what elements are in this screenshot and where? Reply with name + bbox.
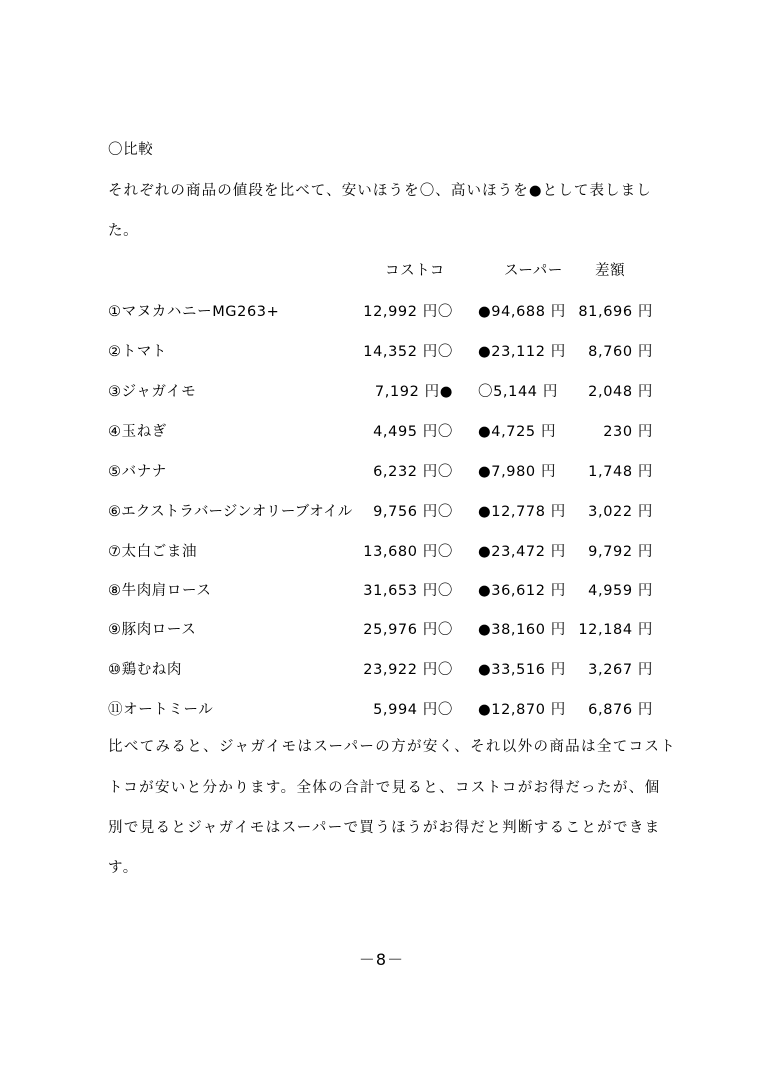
product-name: ③ジャガイモ [108, 384, 197, 400]
costco-price: 9,756 円〇 [373, 504, 453, 520]
costco-price: 4,495 円〇 [373, 424, 453, 440]
table-row [0, 382, 763, 402]
supermarket-price: ●94,688 円 [478, 304, 566, 320]
price-difference: 8,760 円 [588, 344, 653, 360]
supermarket-price: 〇5,144 円 [478, 384, 558, 400]
table-row [0, 422, 763, 442]
costco-price: 23,922 円〇 [363, 662, 453, 678]
product-name: ⑧牛肉肩ロース [108, 583, 212, 599]
table-row [0, 660, 763, 680]
intro-line-2: た。 [108, 223, 139, 239]
product-name: ⑥エクストラバージンオリーブオイル [108, 504, 353, 520]
table-row [0, 342, 763, 362]
section-heading: 〇比較 [108, 142, 154, 158]
supermarket-price: ●23,472 円 [478, 544, 566, 560]
conclusion-line-2: トコが安いと分かります。全体の合計で見ると、コストコがお得だったが、個 [108, 780, 661, 796]
costco-price: 5,994 円〇 [373, 702, 453, 718]
costco-price: 25,976 円〇 [363, 622, 453, 638]
product-name: ⑤バナナ [108, 464, 167, 480]
price-difference: 81,696 円 [578, 304, 653, 320]
page-number: －8－ [358, 950, 405, 969]
product-name: ⑪オートミール [108, 702, 214, 718]
supermarket-price: ●12,778 円 [478, 504, 566, 520]
costco-price: 14,352 円〇 [363, 344, 453, 360]
costco-price: 6,232 円〇 [373, 464, 453, 480]
price-difference: 2,048 円 [588, 384, 653, 400]
costco-price: 31,653 円〇 [363, 583, 453, 599]
price-difference: 6,876 円 [588, 702, 653, 718]
price-difference: 3,022 円 [588, 504, 653, 520]
price-difference: 1,748 円 [588, 464, 653, 480]
conclusion-line-1: 比べてみると、ジャガイモはスーパーの方が安く、それ以外の商品は全てコスト [108, 739, 677, 755]
price-difference: 4,959 円 [588, 583, 653, 599]
price-difference: 3,267 円 [588, 662, 653, 678]
product-name: ④玉ねぎ [108, 424, 167, 440]
product-name: ⑩鶏むね肉 [108, 662, 182, 678]
supermarket-price: ●12,870 円 [478, 702, 566, 718]
table-row [0, 700, 763, 720]
column-header-supermarket: スーパー [504, 263, 563, 279]
supermarket-price: ●36,612 円 [478, 583, 566, 599]
supermarket-price: ●4,725 円 [478, 424, 557, 440]
supermarket-price: ●38,160 円 [478, 622, 566, 638]
costco-price: 12,992 円〇 [363, 304, 453, 320]
product-name: ①マヌカハニーMG263+ [108, 304, 280, 320]
supermarket-price: ●23,112 円 [478, 344, 566, 360]
price-difference: 12,184 円 [578, 622, 653, 638]
table-row [0, 502, 763, 522]
costco-price: 7,192 円● [374, 384, 453, 400]
conclusion-line-4: す。 [108, 860, 139, 876]
product-name: ⑨豚肉ロース [108, 622, 197, 638]
product-name: ②トマト [108, 344, 167, 360]
table-row [0, 620, 763, 640]
supermarket-price: ●33,516 円 [478, 662, 566, 678]
costco-price: 13,680 円〇 [363, 544, 453, 560]
price-difference: 230 円 [603, 424, 653, 440]
product-name: ⑦太白ごま油 [108, 544, 198, 560]
price-difference: 9,792 円 [588, 544, 653, 560]
table-row [0, 302, 763, 322]
intro-line-1: それぞれの商品の値段を比べて、安いほうを〇、高いほうを●として表しまし [108, 183, 652, 199]
supermarket-price: ●7,980 円 [478, 464, 557, 480]
conclusion-line-3: 別で見るとジャガイモはスーパーで買うほうがお得だと判断することができま [108, 820, 661, 836]
column-header-difference: 差額 [595, 263, 626, 279]
table-row [0, 581, 763, 601]
column-header-costco: コストコ [385, 263, 445, 279]
table-row [0, 542, 763, 562]
table-row [0, 462, 763, 482]
